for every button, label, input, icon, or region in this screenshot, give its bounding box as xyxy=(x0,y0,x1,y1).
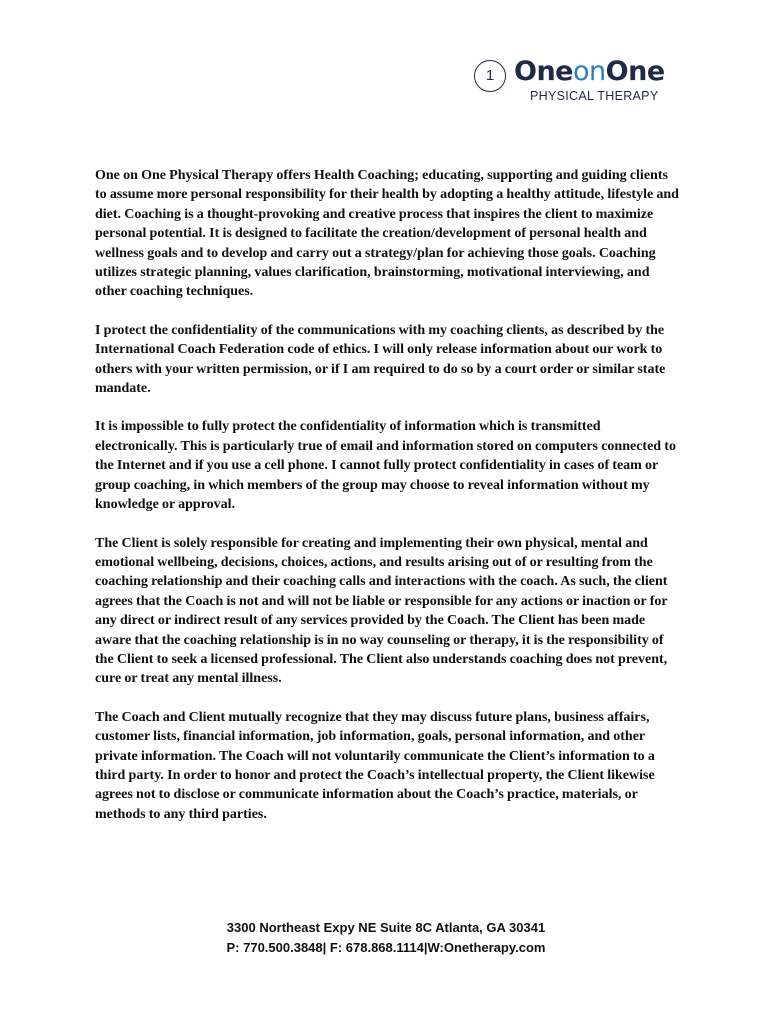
logo-word-on: on xyxy=(573,56,606,87)
logo-word-one: One xyxy=(514,56,573,87)
logo-wordmark xyxy=(514,54,665,90)
document-body xyxy=(95,166,681,843)
footer-contact: P: 770.500.3848| F: 678.868.1114|W:Onetherapy.com xyxy=(226,940,546,955)
paragraph-private-information: The Coach and Client mutually recognize that they may discuss future plans, business affairs, customer lists, financial information, job information, goals, personal information, and other private information. The Coach will not voluntarily communicate the Client’s information to a third party. In order to honor and protect the Coach’s intellectual property, the Client likewise agrees not to disclose or communicate information about the Coach’s practice, materials, or methods to any third parties. xyxy=(95,709,655,822)
paragraph-health-coaching: One on One Physical Therapy offers Health Coaching; educating, supporting and guiding clients to assume more personal responsibility for their health by adopting a healthy attitude, lifestyle and diet. Coaching is a thought-provoking and creative process that inspires the client to maximize personal potential. It is designed to facilitate the creation/development of personal health and wellness goals and to develop and carry out a strategy/plan for achieving those goals. Coaching utilizes strategic planning, values clarification, brainstorming, motivational interviewing, and other coaching techniques. xyxy=(95,168,679,300)
logo-badge: 1 xyxy=(474,60,506,92)
company-logo xyxy=(474,56,684,108)
paragraph-client-responsibility: The Client is solely responsible for creating and implementing their own physical, mental and emotional wellbeing, decisions, choices, actions, and results arising out of or resulting from the coaching relationship and their coaching calls and interactions with the coach. As such, the client agrees that the Coach is not and will not be liable or responsible for any actions or inaction or for any direct or indirect result of any services provided by the Coach. The Client has been made aware that the coaching relationship is in no way counseling or therapy, it is the responsibility of the Client to seek a licensed professional. The Client also understands coaching does not prevent, cure or treat any mental illness. xyxy=(95,535,668,687)
paragraph-electronic-communication: It is impossible to fully protect the confidentiality of information which is transmitted electronically. This is particularly true of email and information stored on computers connected to the Internet and if you use a cell phone. I cannot fully protect confidentiality in cases of team or group coaching, in which members of the group may choose to reveal information without my knowledge or approval. xyxy=(95,419,676,513)
paragraph-confidentiality: I protect the confidentiality of the communications with my coaching clients, as described by the International Coach Federation code of ethics. I will only release information about our work to others with your written permission, or if I am required to do so by a court order or similar state mandate. xyxy=(95,322,666,397)
page-footer xyxy=(0,918,770,958)
logo-word-one-second: One xyxy=(605,56,665,87)
logo-subtitle: PHYSICAL THERAPY xyxy=(530,89,659,103)
footer-address: 3300 Northeast Expy NE Suite 8C Atlanta, GA 30341 xyxy=(226,920,546,935)
